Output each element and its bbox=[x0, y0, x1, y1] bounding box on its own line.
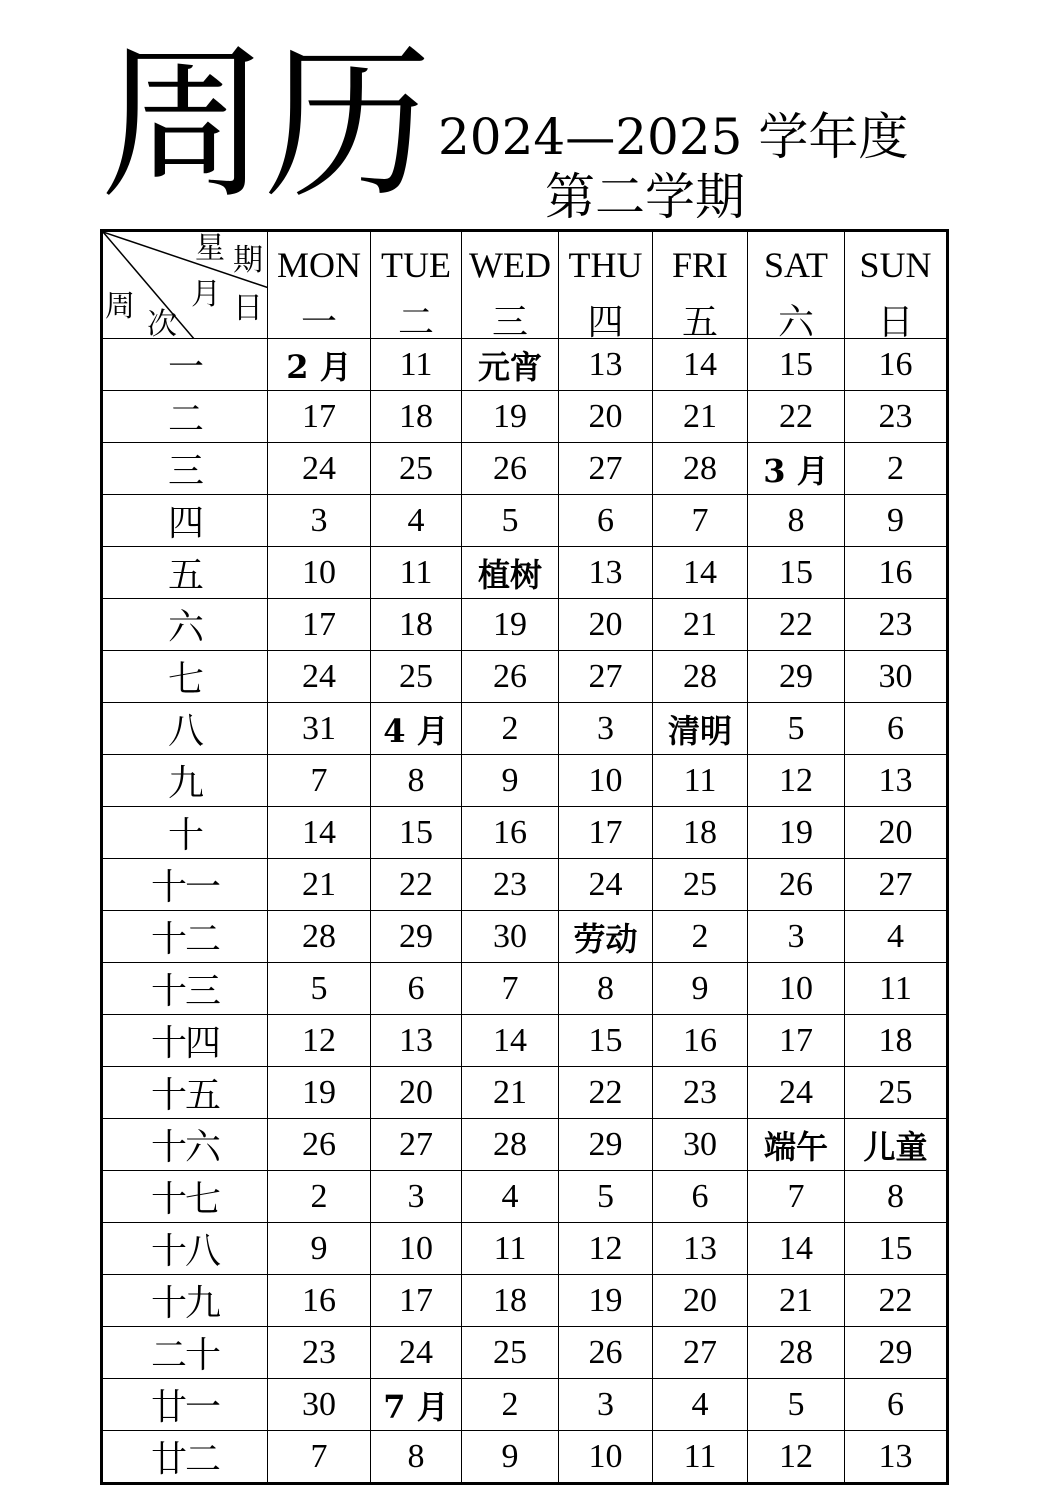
week-number: 九 bbox=[102, 755, 268, 807]
week-number: 四 bbox=[102, 495, 268, 547]
week-number: 十五 bbox=[102, 1067, 268, 1119]
date-cell: 30 bbox=[462, 911, 559, 963]
date-cell: 11 bbox=[371, 339, 462, 391]
date-cell: 24 bbox=[268, 651, 371, 703]
date-cell: 13 bbox=[845, 755, 948, 807]
week-number: 二 bbox=[102, 391, 268, 443]
date-cell-marked: 劳动 bbox=[559, 911, 653, 963]
date-cell-marked: 2 月 bbox=[268, 339, 371, 391]
date-cell: 17 bbox=[371, 1275, 462, 1327]
week-number: 十三 bbox=[102, 963, 268, 1015]
date-cell: 28 bbox=[653, 651, 748, 703]
date-cell: 15 bbox=[748, 547, 845, 599]
date-cell: 21 bbox=[653, 391, 748, 443]
date-cell: 30 bbox=[653, 1119, 748, 1171]
week-number: 十四 bbox=[102, 1015, 268, 1067]
week-row bbox=[102, 1327, 948, 1379]
week-row bbox=[102, 963, 948, 1015]
week-row bbox=[102, 1223, 948, 1275]
date-cell: 23 bbox=[845, 599, 948, 651]
week-row bbox=[102, 495, 948, 547]
week-number: 六 bbox=[102, 599, 268, 651]
date-cell: 22 bbox=[559, 1067, 653, 1119]
date-cell: 17 bbox=[748, 1015, 845, 1067]
date-cell: 4 bbox=[845, 911, 948, 963]
date-cell: 14 bbox=[748, 1223, 845, 1275]
date-cell: 27 bbox=[653, 1327, 748, 1379]
date-cell: 8 bbox=[371, 1431, 462, 1484]
date-cell: 9 bbox=[462, 755, 559, 807]
date-cell: 28 bbox=[268, 911, 371, 963]
date-cell: 2 bbox=[845, 443, 948, 495]
date-cell: 24 bbox=[559, 859, 653, 911]
corner-xing: 星 bbox=[195, 231, 225, 266]
date-cell: 13 bbox=[371, 1015, 462, 1067]
corner-ci: 次 bbox=[147, 307, 177, 339]
date-cell: 2 bbox=[653, 911, 748, 963]
date-cell: 6 bbox=[845, 1379, 948, 1431]
date-cell: 18 bbox=[653, 807, 748, 859]
date-cell: 11 bbox=[371, 547, 462, 599]
date-cell: 12 bbox=[748, 755, 845, 807]
date-cell-marked: 清明 bbox=[653, 703, 748, 755]
date-cell: 13 bbox=[653, 1223, 748, 1275]
day-header bbox=[845, 231, 948, 339]
corner-qi: 期 bbox=[233, 243, 263, 278]
date-cell: 29 bbox=[845, 1327, 948, 1379]
week-number: 二十 bbox=[102, 1327, 268, 1379]
week-number: 十九 bbox=[102, 1275, 268, 1327]
date-cell: 30 bbox=[268, 1379, 371, 1431]
date-cell: 4 bbox=[371, 495, 462, 547]
date-cell: 5 bbox=[748, 703, 845, 755]
date-cell: 10 bbox=[748, 963, 845, 1015]
date-cell: 19 bbox=[559, 1275, 653, 1327]
date-cell: 22 bbox=[748, 599, 845, 651]
date-cell: 18 bbox=[371, 599, 462, 651]
date-cell-marked: 4 月 bbox=[371, 703, 462, 755]
date-cell: 4 bbox=[462, 1171, 559, 1223]
date-cell: 26 bbox=[748, 859, 845, 911]
day-en: FRI bbox=[671, 245, 729, 285]
date-cell: 14 bbox=[653, 339, 748, 391]
date-cell: 19 bbox=[462, 599, 559, 651]
day-zh: 日 bbox=[877, 302, 914, 339]
date-cell: 22 bbox=[371, 859, 462, 911]
week-number: 廿一 bbox=[102, 1379, 268, 1431]
day-header bbox=[371, 231, 462, 339]
date-cell: 27 bbox=[559, 443, 653, 495]
date-cell: 4 bbox=[653, 1379, 748, 1431]
date-cell: 16 bbox=[653, 1015, 748, 1067]
date-cell: 21 bbox=[748, 1275, 845, 1327]
date-cell: 27 bbox=[371, 1119, 462, 1171]
week-row bbox=[102, 1119, 948, 1171]
date-cell: 23 bbox=[462, 859, 559, 911]
week-number: 八 bbox=[102, 703, 268, 755]
date-cell: 5 bbox=[268, 963, 371, 1015]
date-cell: 3 bbox=[371, 1171, 462, 1223]
date-cell: 18 bbox=[371, 391, 462, 443]
date-cell: 31 bbox=[268, 703, 371, 755]
date-cell: 7 bbox=[268, 755, 371, 807]
week-row bbox=[102, 339, 948, 391]
date-cell: 3 bbox=[559, 1379, 653, 1431]
date-cell: 25 bbox=[462, 1327, 559, 1379]
day-header bbox=[653, 231, 748, 339]
week-row bbox=[102, 859, 948, 911]
day-en: TUE bbox=[381, 245, 451, 285]
date-cell: 16 bbox=[462, 807, 559, 859]
week-row bbox=[102, 807, 948, 859]
date-cell: 15 bbox=[845, 1223, 948, 1275]
day-en: SAT bbox=[763, 245, 829, 285]
date-cell: 20 bbox=[653, 1275, 748, 1327]
corner-yue: 月 bbox=[191, 277, 221, 312]
day-zh: 三 bbox=[491, 302, 528, 339]
day-en: SUN bbox=[859, 245, 932, 285]
date-cell: 16 bbox=[268, 1275, 371, 1327]
date-cell: 7 bbox=[653, 495, 748, 547]
date-cell: 2 bbox=[462, 1379, 559, 1431]
date-cell-marked: 7 月 bbox=[371, 1379, 462, 1431]
date-cell: 30 bbox=[845, 651, 948, 703]
date-cell: 26 bbox=[268, 1119, 371, 1171]
date-cell-marked: 端午 bbox=[748, 1119, 845, 1171]
date-cell: 23 bbox=[268, 1327, 371, 1379]
corner-ri: 日 bbox=[233, 291, 263, 326]
date-cell: 21 bbox=[653, 599, 748, 651]
date-cell: 11 bbox=[653, 755, 748, 807]
date-cell: 3 bbox=[268, 495, 371, 547]
date-cell: 24 bbox=[748, 1067, 845, 1119]
date-cell: 25 bbox=[371, 443, 462, 495]
date-cell: 29 bbox=[559, 1119, 653, 1171]
week-number: 十六 bbox=[102, 1119, 268, 1171]
week-row bbox=[102, 547, 948, 599]
week-number: 十八 bbox=[102, 1223, 268, 1275]
date-cell: 29 bbox=[371, 911, 462, 963]
date-cell: 11 bbox=[653, 1431, 748, 1484]
date-cell: 17 bbox=[559, 807, 653, 859]
date-cell: 24 bbox=[371, 1327, 462, 1379]
date-cell: 25 bbox=[845, 1067, 948, 1119]
week-number: 十一 bbox=[102, 859, 268, 911]
corner-header bbox=[102, 231, 268, 339]
day-zh: 一 bbox=[300, 302, 337, 339]
date-cell: 3 bbox=[748, 911, 845, 963]
date-cell: 11 bbox=[845, 963, 948, 1015]
week-row bbox=[102, 1015, 948, 1067]
date-cell: 19 bbox=[462, 391, 559, 443]
date-cell: 9 bbox=[268, 1223, 371, 1275]
date-cell: 16 bbox=[845, 339, 948, 391]
day-header bbox=[462, 231, 559, 339]
date-cell: 28 bbox=[653, 443, 748, 495]
date-cell: 22 bbox=[748, 391, 845, 443]
date-cell: 29 bbox=[748, 651, 845, 703]
date-cell: 21 bbox=[268, 859, 371, 911]
day-header bbox=[559, 231, 653, 339]
date-cell: 25 bbox=[653, 859, 748, 911]
week-row bbox=[102, 703, 948, 755]
date-cell: 17 bbox=[268, 599, 371, 651]
date-cell-marked: 儿童 bbox=[845, 1119, 948, 1171]
date-cell: 13 bbox=[845, 1431, 948, 1484]
week-row bbox=[102, 599, 948, 651]
date-cell: 27 bbox=[559, 651, 653, 703]
date-cell: 14 bbox=[653, 547, 748, 599]
corner-zhou: 周 bbox=[105, 289, 135, 324]
week-row bbox=[102, 391, 948, 443]
date-cell: 28 bbox=[748, 1327, 845, 1379]
date-cell: 20 bbox=[371, 1067, 462, 1119]
date-cell: 22 bbox=[845, 1275, 948, 1327]
date-cell: 7 bbox=[748, 1171, 845, 1223]
academic-year: 2024—2025 学年度 bbox=[438, 108, 909, 166]
day-en: MON bbox=[276, 245, 361, 285]
calendar-body bbox=[102, 339, 948, 1484]
day-zh: 六 bbox=[777, 302, 814, 339]
header-row bbox=[102, 231, 948, 339]
date-cell: 5 bbox=[748, 1379, 845, 1431]
semester: 第二学期 bbox=[545, 168, 745, 226]
week-row bbox=[102, 651, 948, 703]
date-cell: 15 bbox=[559, 1015, 653, 1067]
date-cell: 19 bbox=[268, 1067, 371, 1119]
date-cell: 15 bbox=[371, 807, 462, 859]
week-number: 廿二 bbox=[102, 1431, 268, 1484]
date-cell: 15 bbox=[748, 339, 845, 391]
date-cell-marked: 元宵 bbox=[462, 339, 559, 391]
date-cell: 28 bbox=[462, 1119, 559, 1171]
date-cell: 14 bbox=[462, 1015, 559, 1067]
date-cell: 16 bbox=[845, 547, 948, 599]
date-cell: 10 bbox=[559, 755, 653, 807]
date-cell: 10 bbox=[559, 1431, 653, 1484]
week-number: 三 bbox=[102, 443, 268, 495]
date-cell: 27 bbox=[845, 859, 948, 911]
date-cell: 7 bbox=[268, 1431, 371, 1484]
page-title: 周历 bbox=[100, 26, 428, 222]
day-en: WED bbox=[469, 245, 551, 285]
week-number: 十 bbox=[102, 807, 268, 859]
date-cell: 12 bbox=[748, 1431, 845, 1484]
day-en: THU bbox=[568, 245, 643, 285]
week-row bbox=[102, 443, 948, 495]
date-cell: 2 bbox=[268, 1171, 371, 1223]
week-row bbox=[102, 1379, 948, 1431]
day-zh: 五 bbox=[681, 302, 718, 339]
date-cell: 20 bbox=[559, 391, 653, 443]
date-cell: 8 bbox=[845, 1171, 948, 1223]
week-row bbox=[102, 911, 948, 963]
week-row bbox=[102, 1431, 948, 1484]
date-cell: 9 bbox=[462, 1431, 559, 1484]
date-cell: 17 bbox=[268, 391, 371, 443]
week-row bbox=[102, 1067, 948, 1119]
date-cell: 8 bbox=[559, 963, 653, 1015]
date-cell: 11 bbox=[462, 1223, 559, 1275]
week-row bbox=[102, 755, 948, 807]
date-cell: 12 bbox=[268, 1015, 371, 1067]
date-cell: 8 bbox=[371, 755, 462, 807]
date-cell: 20 bbox=[845, 807, 948, 859]
date-cell: 12 bbox=[559, 1223, 653, 1275]
date-cell: 6 bbox=[559, 495, 653, 547]
day-zh: 四 bbox=[587, 302, 624, 339]
day-zh: 二 bbox=[397, 302, 434, 339]
date-cell: 23 bbox=[653, 1067, 748, 1119]
date-cell: 18 bbox=[845, 1015, 948, 1067]
week-number: 一 bbox=[102, 339, 268, 391]
date-cell: 6 bbox=[371, 963, 462, 1015]
date-cell-marked: 3 月 bbox=[748, 443, 845, 495]
week-number: 十二 bbox=[102, 911, 268, 963]
date-cell-marked: 植树 bbox=[462, 547, 559, 599]
date-cell: 24 bbox=[268, 443, 371, 495]
date-cell: 8 bbox=[748, 495, 845, 547]
date-cell: 14 bbox=[268, 807, 371, 859]
day-header bbox=[748, 231, 845, 339]
date-cell: 6 bbox=[845, 703, 948, 755]
weekly-calendar-table bbox=[100, 229, 949, 1485]
date-cell: 26 bbox=[462, 651, 559, 703]
date-cell: 26 bbox=[462, 443, 559, 495]
week-number: 七 bbox=[102, 651, 268, 703]
date-cell: 19 bbox=[748, 807, 845, 859]
date-cell: 13 bbox=[559, 547, 653, 599]
date-cell: 9 bbox=[653, 963, 748, 1015]
date-cell: 2 bbox=[462, 703, 559, 755]
date-cell: 7 bbox=[462, 963, 559, 1015]
day-header bbox=[268, 231, 371, 339]
date-cell: 18 bbox=[462, 1275, 559, 1327]
date-cell: 5 bbox=[559, 1171, 653, 1223]
date-cell: 5 bbox=[462, 495, 559, 547]
date-cell: 6 bbox=[653, 1171, 748, 1223]
date-cell: 23 bbox=[845, 391, 948, 443]
date-cell: 10 bbox=[371, 1223, 462, 1275]
date-cell: 9 bbox=[845, 495, 948, 547]
week-row bbox=[102, 1171, 948, 1223]
date-cell: 20 bbox=[559, 599, 653, 651]
week-number: 十七 bbox=[102, 1171, 268, 1223]
date-cell: 21 bbox=[462, 1067, 559, 1119]
week-number: 五 bbox=[102, 547, 268, 599]
date-cell: 13 bbox=[559, 339, 653, 391]
date-cell: 26 bbox=[559, 1327, 653, 1379]
week-row bbox=[102, 1275, 948, 1327]
date-cell: 3 bbox=[559, 703, 653, 755]
date-cell: 10 bbox=[268, 547, 371, 599]
date-cell: 25 bbox=[371, 651, 462, 703]
